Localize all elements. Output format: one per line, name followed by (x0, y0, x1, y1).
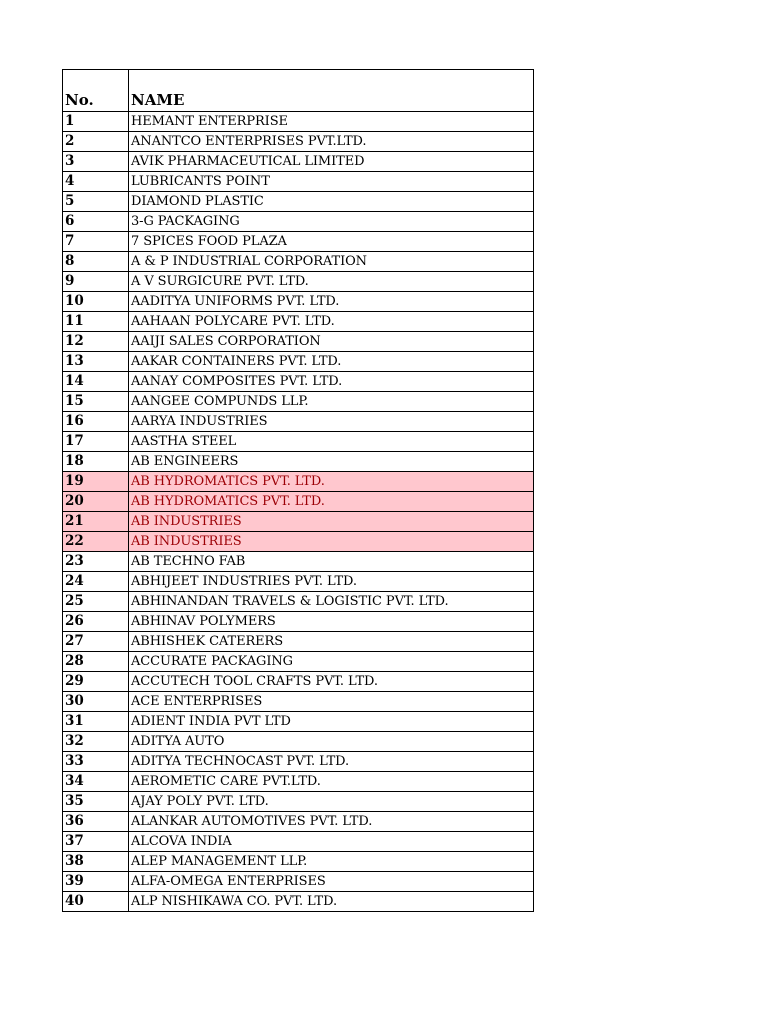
row-number-cell: 19 (63, 472, 129, 492)
table-row (63, 232, 534, 252)
row-number-cell: 33 (63, 752, 129, 772)
table-row (63, 312, 534, 332)
table-row (63, 792, 534, 812)
row-number-cell: 11 (63, 312, 129, 332)
table-body (63, 112, 534, 912)
company-name-cell: AASTHA STEEL (129, 432, 534, 452)
company-name-cell: AEROMETIC CARE PVT.LTD. (129, 772, 534, 792)
row-number-cell: 29 (63, 672, 129, 692)
table-row (63, 272, 534, 292)
table-row (63, 132, 534, 152)
table-row (63, 472, 534, 492)
table-row (63, 172, 534, 192)
company-name-cell: ADITYA TECHNOCAST PVT. LTD. (129, 752, 534, 772)
company-table (62, 69, 534, 912)
table-row (63, 152, 534, 172)
row-number-cell: 32 (63, 732, 129, 752)
row-number-cell: 14 (63, 372, 129, 392)
row-number-cell: 21 (63, 512, 129, 532)
table-row (63, 292, 534, 312)
company-name-cell: AB INDUSTRIES (129, 512, 534, 532)
table-row (63, 352, 534, 372)
company-name-cell: AAHAAN POLYCARE PVT. LTD. (129, 312, 534, 332)
row-number-cell: 5 (63, 192, 129, 212)
company-name-cell: 7 SPICES FOOD PLAZA (129, 232, 534, 252)
company-name-cell: ALFA-OMEGA ENTERPRISES (129, 872, 534, 892)
company-name-cell: ACCURATE PACKAGING (129, 652, 534, 672)
table-row (63, 252, 534, 272)
row-number-cell: 8 (63, 252, 129, 272)
company-name-cell: LUBRICANTS POINT (129, 172, 534, 192)
table-row (63, 512, 534, 532)
company-name-cell: AAIJI SALES CORPORATION (129, 332, 534, 352)
company-name-cell: A & P INDUSTRIAL CORPORATION (129, 252, 534, 272)
row-number-cell: 3 (63, 152, 129, 172)
company-name-cell: AJAY POLY PVT. LTD. (129, 792, 534, 812)
row-number-cell: 22 (63, 532, 129, 552)
company-name-cell: ALANKAR AUTOMOTIVES PVT. LTD. (129, 812, 534, 832)
table-row (63, 832, 534, 852)
row-number-cell: 26 (63, 612, 129, 632)
company-list-sheet (62, 69, 533, 912)
table-row (63, 372, 534, 392)
table-row (63, 752, 534, 772)
row-number-cell: 7 (63, 232, 129, 252)
company-name-cell: ADIENT INDIA PVT LTD (129, 712, 534, 732)
company-name-cell: 3-G PACKAGING (129, 212, 534, 232)
table-row (63, 392, 534, 412)
table-row (63, 612, 534, 632)
table-row (63, 872, 534, 892)
company-name-cell: ABHISHEK CATERERS (129, 632, 534, 652)
row-number-cell: 23 (63, 552, 129, 572)
table-row (63, 332, 534, 352)
row-number-cell: 2 (63, 132, 129, 152)
company-name-cell: AB HYDROMATICS PVT. LTD. (129, 472, 534, 492)
row-number-cell: 37 (63, 832, 129, 852)
company-name-cell: ALP NISHIKAWA CO. PVT. LTD. (129, 892, 534, 912)
company-name-cell: A V SURGICURE PVT. LTD. (129, 272, 534, 292)
company-name-cell: ALEP MANAGEMENT LLP. (129, 852, 534, 872)
column-header-name: NAME (129, 70, 534, 112)
company-name-cell: ABHINANDAN TRAVELS & LOGISTIC PVT. LTD. (129, 592, 534, 612)
table-row (63, 572, 534, 592)
company-name-cell: DIAMOND PLASTIC (129, 192, 534, 212)
row-number-cell: 36 (63, 812, 129, 832)
company-name-cell: HEMANT ENTERPRISE (129, 112, 534, 132)
row-number-cell: 12 (63, 332, 129, 352)
column-header-no: No. (63, 70, 129, 112)
row-number-cell: 24 (63, 572, 129, 592)
row-number-cell: 28 (63, 652, 129, 672)
table-row (63, 892, 534, 912)
table-row (63, 592, 534, 612)
company-name-cell: ABHINAV POLYMERS (129, 612, 534, 632)
company-name-cell: ACE ENTERPRISES (129, 692, 534, 712)
row-number-cell: 10 (63, 292, 129, 312)
table-row (63, 192, 534, 212)
table-row (63, 672, 534, 692)
company-name-cell: AAKAR CONTAINERS PVT. LTD. (129, 352, 534, 372)
row-number-cell: 15 (63, 392, 129, 412)
row-number-cell: 35 (63, 792, 129, 812)
company-name-cell: AANAY COMPOSITES PVT. LTD. (129, 372, 534, 392)
table-row (63, 812, 534, 832)
table-row (63, 532, 534, 552)
company-name-cell: ABHIJEET INDUSTRIES PVT. LTD. (129, 572, 534, 592)
row-number-cell: 13 (63, 352, 129, 372)
row-number-cell: 40 (63, 892, 129, 912)
company-name-cell: AB TECHNO FAB (129, 552, 534, 572)
row-number-cell: 1 (63, 112, 129, 132)
table-row (63, 712, 534, 732)
company-name-cell: AB HYDROMATICS PVT. LTD. (129, 492, 534, 512)
table-row (63, 212, 534, 232)
company-name-cell: AARYA INDUSTRIES (129, 412, 534, 432)
company-name-cell: ACCUTECH TOOL CRAFTS PVT. LTD. (129, 672, 534, 692)
table-row (63, 652, 534, 672)
row-number-cell: 6 (63, 212, 129, 232)
company-name-cell: AB ENGINEERS (129, 452, 534, 472)
row-number-cell: 4 (63, 172, 129, 192)
row-number-cell: 9 (63, 272, 129, 292)
row-number-cell: 34 (63, 772, 129, 792)
table-row (63, 492, 534, 512)
row-number-cell: 16 (63, 412, 129, 432)
row-number-cell: 27 (63, 632, 129, 652)
company-name-cell: ALCOVA INDIA (129, 832, 534, 852)
table-row (63, 552, 534, 572)
table-row (63, 112, 534, 132)
table-row (63, 432, 534, 452)
table-row (63, 452, 534, 472)
row-number-cell: 18 (63, 452, 129, 472)
row-number-cell: 25 (63, 592, 129, 612)
company-name-cell: ADITYA AUTO (129, 732, 534, 752)
table-row (63, 732, 534, 752)
company-name-cell: AANGEE COMPUNDS LLP. (129, 392, 534, 412)
company-name-cell: AADITYA UNIFORMS PVT. LTD. (129, 292, 534, 312)
company-name-cell: ANANTCO ENTERPRISES PVT.LTD. (129, 132, 534, 152)
row-number-cell: 39 (63, 872, 129, 892)
company-name-cell: AVIK PHARMACEUTICAL LIMITED (129, 152, 534, 172)
header-row (63, 70, 534, 112)
row-number-cell: 31 (63, 712, 129, 732)
table-row (63, 692, 534, 712)
table-row (63, 412, 534, 432)
table-row (63, 772, 534, 792)
table-row (63, 852, 534, 872)
row-number-cell: 17 (63, 432, 129, 452)
row-number-cell: 30 (63, 692, 129, 712)
row-number-cell: 20 (63, 492, 129, 512)
company-name-cell: AB INDUSTRIES (129, 532, 534, 552)
table-row (63, 632, 534, 652)
row-number-cell: 38 (63, 852, 129, 872)
